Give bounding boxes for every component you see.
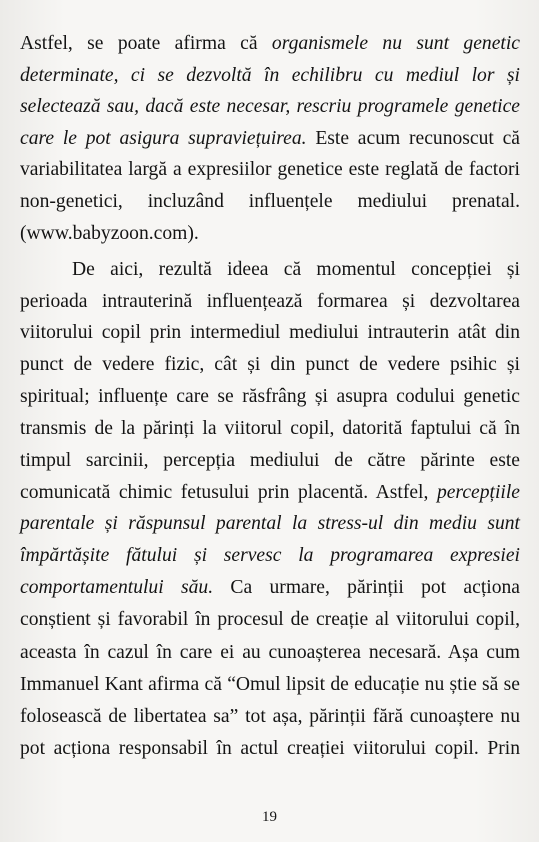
text-segment: aceasta în cazul în care ei au cunoașterea necesară. Așa cum: [20, 642, 520, 663]
text-line: [20, 353, 520, 377]
text-segment: folosească de libertatea sa” tot așa, părinții fără cunoaștere nu: [20, 706, 520, 727]
text-line: [20, 417, 520, 441]
text-line: [20, 576, 520, 600]
text-segment: perioada intrauterină influențează formarea și dezvoltarea: [20, 291, 520, 312]
page-number: 19: [262, 809, 277, 825]
text-segment: transmis de la părinți la viitorul copil, datorită faptului că în: [20, 418, 520, 439]
text-segment: conștient și favorabil în procesul de creație al viitorului copil,: [20, 609, 520, 630]
italic-text-segment: comportamentului său.: [20, 577, 214, 598]
text-line: [20, 385, 520, 409]
italic-text-segment: parentale și răspunsul parental la stress-ul din mediu sunt: [20, 513, 520, 534]
text-line: [20, 608, 520, 632]
text-line: [20, 512, 520, 536]
text-line: [20, 673, 520, 697]
text-segment: comunicată chimic fetusului prin placentă. Astfel,: [20, 482, 437, 503]
text-segment: (www.babyzoon.com).: [20, 223, 199, 244]
italic-text-segment: selectează sau, dacă este necesar, rescriu programele genetice: [20, 96, 520, 117]
italic-text-segment: percepțiile: [436, 482, 520, 503]
text-line: [20, 190, 520, 214]
italic-text-segment: organismele nu sunt genetic: [271, 33, 520, 54]
text-line: [20, 481, 520, 505]
text-segment: Astfel, se poate afirma că: [20, 33, 272, 54]
italic-text-segment: împărtășite fătului și servesc la programarea expresiei: [20, 545, 520, 566]
italic-text-segment: determinate, ci se dezvoltă în echilibru cu mediul lor și: [20, 65, 520, 86]
text-line: [20, 95, 520, 119]
text-segment: punct de vedere fizic, cât și din punct de vedere psihic și: [20, 354, 520, 375]
text-segment: spiritual; influențe care se răsfrâng și asupra codului genetic: [20, 386, 520, 407]
text-line: [20, 290, 520, 314]
text-line: [20, 737, 520, 761]
text-line: [20, 449, 520, 473]
text-segment: pot acționa responsabil în actul creației viitorului copil. Prin: [20, 738, 520, 759]
text-line: [20, 158, 520, 182]
text-segment: Immanuel Kant afirma că “Omul lipsit de educație nu știe să se: [20, 674, 520, 695]
text-line: [20, 321, 520, 345]
text-segment: timpul sarcinii, percepția mediului de către părinte este: [20, 450, 520, 471]
text-segment: viitorului copil prin intermediul mediului intrauterin atât din: [20, 322, 520, 343]
text-segment: variabilitatea largă a expresiilor genetice este reglată de factori: [20, 159, 520, 180]
text-line: [20, 64, 520, 88]
text-segment: De aici, rezultă ideea că momentul concepției și: [72, 259, 520, 280]
text-segment: non-genetici, incluzând influențele mediului prenatal.: [20, 191, 520, 212]
text-segment: Ca urmare, părinții pot acționa: [213, 577, 521, 598]
text-line: [20, 641, 520, 665]
text-segment: Este acum recunoscut că: [306, 128, 520, 149]
text-line: [20, 32, 520, 56]
text-line: [20, 705, 520, 729]
text-line: [20, 544, 520, 568]
text-line: [20, 222, 520, 246]
italic-text-segment: care le pot asigura supraviețuirea.: [20, 128, 307, 149]
text-line: [72, 258, 520, 282]
text-line: [20, 127, 520, 151]
